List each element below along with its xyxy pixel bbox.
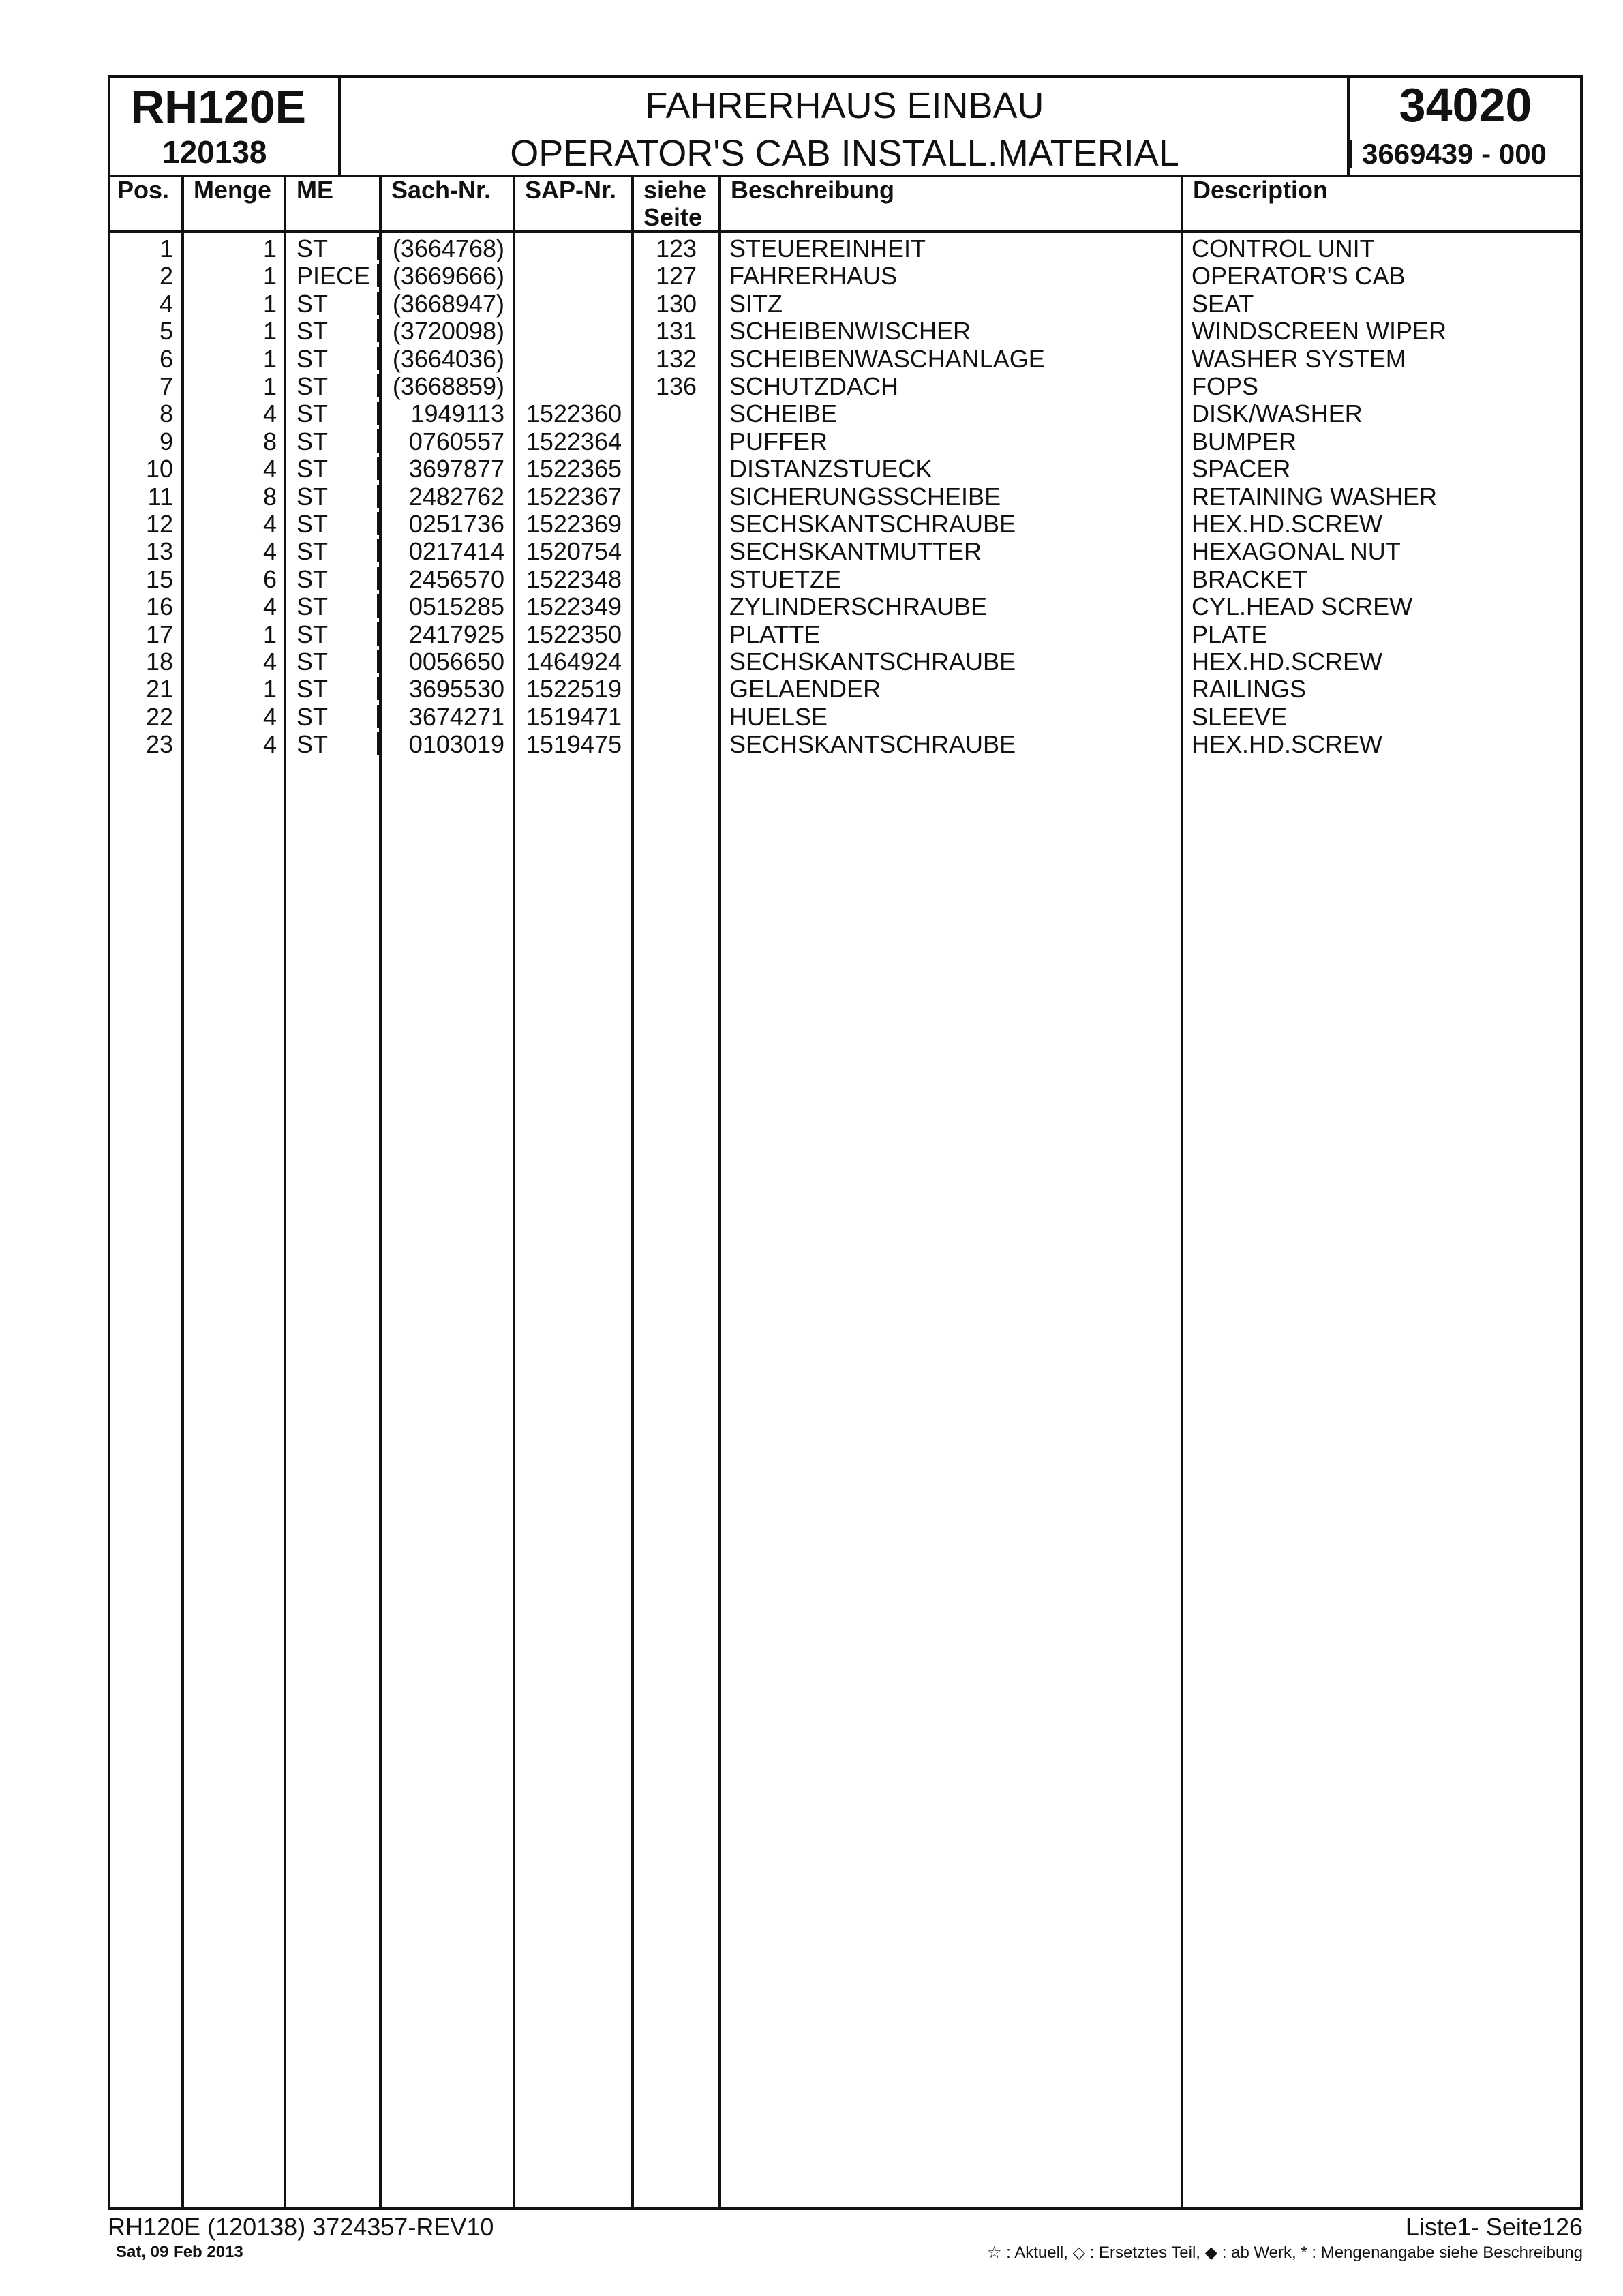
table-row [0,675,1623,702]
row-sap-number: 1522369 [526,510,622,538]
row-part-number: 0103019 [408,730,504,759]
table-row [0,290,1623,317]
row-description-english: RETAINING WASHER [1192,482,1438,511]
table-row [0,455,1623,482]
row-unit: ST [297,510,329,538]
row-marker [377,429,380,453]
row-unit: ST [297,289,329,318]
col-header-desc-en: Description [1193,176,1329,204]
row-see-page: 132 [655,344,697,373]
table-row [0,235,1623,262]
row-quantity: 4 [262,730,277,759]
row-description-english: SEAT [1192,289,1254,318]
row-part-number: (3669666) [392,262,504,290]
row-marker [377,732,380,755]
row-sap-number: 1464924 [526,648,622,676]
row-see-page: 127 [655,262,697,290]
table-row [0,262,1623,289]
row-unit: ST [297,564,329,593]
footer-date: Sat, 09 Feb 2013 [116,2243,243,2261]
col-header-sap-no: SAP-Nr. [525,176,617,204]
row-marker [377,594,380,618]
row-quantity: 8 [262,427,277,455]
row-unit: PIECE [297,262,371,290]
row-description-english: WASHER SYSTEM [1192,344,1406,373]
row-sap-number: 1519475 [526,730,622,759]
row-description-english: CYL.HEAD SCREW [1192,592,1413,621]
row-position: 9 [159,427,173,455]
row-sap-number: 1519471 [526,702,622,731]
row-part-number: (3664768) [392,235,504,262]
row-description-german: SECHSKANTMUTTER [729,537,982,566]
row-description-german: PUFFER [729,427,828,455]
row-marker [377,622,380,646]
row-position: 16 [145,592,173,621]
row-position: 22 [145,702,173,731]
row-description-german: GELAENDER [729,675,881,704]
row-description-english: RAILINGS [1192,675,1307,704]
row-marker [377,402,380,425]
row-position: 17 [145,620,173,648]
row-quantity: 4 [262,648,277,676]
row-sap-number: 1522350 [526,620,622,648]
row-description-german: SITZ [729,289,783,318]
row-position: 8 [159,399,173,428]
table-row [0,592,1623,620]
document-number: 3669439 - 000 [1362,138,1547,170]
serial-number: 120138 [162,134,267,170]
row-quantity: 1 [262,235,277,262]
row-part-number: 0217414 [408,537,504,566]
row-unit: ST [297,455,329,483]
row-marker [377,650,380,673]
row-quantity: 4 [262,399,277,428]
table-row [0,620,1623,648]
table-row [0,703,1623,730]
row-unit: ST [297,317,329,346]
row-marker [377,512,380,535]
row-unit: ST [297,399,329,428]
row-part-number: 2456570 [408,564,504,593]
row-description-german: SICHERUNGSSCHEIBE [729,482,1001,511]
row-unit: ST [297,235,329,262]
col-header-see-page-2: Seite [643,203,703,231]
row-description-german: SECHSKANTSCHRAUBE [729,648,1016,676]
col-header-desc-de: Beschreibung [731,176,895,204]
row-quantity: 1 [262,620,277,648]
table-row [0,565,1623,592]
row-unit: ST [297,537,329,566]
row-marker [377,292,380,315]
row-marker [377,705,380,728]
row-sap-number: 1520754 [526,537,622,566]
row-description-german: SCHEIBENWASCHANLAGE [729,344,1045,373]
row-sap-number: 1522349 [526,592,622,621]
row-position: 18 [145,648,173,676]
row-description-german: SECHSKANTSCHRAUBE [729,510,1016,538]
column-header-rule [108,230,1583,233]
row-see-page: 136 [655,372,697,400]
row-see-page: 123 [655,235,697,262]
row-unit: ST [297,344,329,373]
row-part-number: 0515285 [408,592,504,621]
row-quantity: 4 [262,455,277,483]
row-part-number: 3674271 [408,702,504,731]
row-marker [377,677,380,700]
row-position: 23 [145,730,173,759]
row-part-number: 1949113 [410,399,504,428]
row-part-number: (3664036) [392,344,504,373]
table-row [0,427,1623,455]
row-part-number: 0056650 [408,648,504,676]
table-row [0,372,1623,399]
row-position: 15 [145,564,173,593]
row-part-number: (3720098) [392,317,504,346]
row-marker [377,374,380,397]
table-row [0,537,1623,564]
document-number-marker [1350,140,1352,168]
model-name: RH120E [131,81,307,133]
row-quantity: 1 [262,372,277,400]
row-part-number: (3668947) [392,289,504,318]
row-quantity: 1 [262,675,277,704]
table-row [0,730,1623,757]
row-quantity: 4 [262,702,277,731]
row-quantity: 4 [262,510,277,538]
row-description-german: STEUEREINHEIT [729,235,926,262]
row-quantity: 6 [262,564,277,593]
row-quantity: 4 [262,537,277,566]
row-part-number: 3695530 [408,675,504,704]
row-quantity: 8 [262,482,277,511]
row-position: 1 [159,235,173,262]
row-description-english: BRACKET [1192,564,1308,593]
col-header-unit: ME [297,176,333,204]
row-description-english: OPERATOR'S CAB [1192,262,1406,290]
row-unit: ST [297,372,329,400]
row-description-english: CONTROL UNIT [1192,235,1375,262]
row-part-number: (3668859) [392,372,504,400]
row-description-english: FOPS [1192,372,1259,400]
row-description-german: ZYLINDERSCHRAUBE [729,592,988,621]
row-position: 10 [145,455,173,483]
row-marker [377,237,380,260]
row-unit: ST [297,675,329,704]
row-position: 6 [159,344,173,373]
footer-document-reference: RH120E (120138) 3724357-REV10 [108,2213,494,2241]
table-row [0,648,1623,675]
row-description-english: HEXAGONAL NUT [1192,537,1401,566]
table-row [0,483,1623,510]
row-part-number: 0251736 [408,510,504,538]
row-marker [377,319,380,342]
row-unit: ST [297,730,329,759]
row-sap-number: 1522360 [526,399,622,428]
table-row [0,510,1623,537]
row-marker [377,485,380,508]
row-part-number: 2417925 [408,620,504,648]
row-description-english: BUMPER [1192,427,1297,455]
row-part-number: 3697877 [408,455,504,483]
row-part-number: 0760557 [408,427,504,455]
row-position: 21 [145,675,173,704]
row-quantity: 1 [262,262,277,290]
row-description-german: SCHEIBE [729,399,838,428]
footer-page-reference: Liste1- Seite126 [1405,2213,1583,2241]
row-position: 13 [145,537,173,566]
row-sap-number: 1522365 [526,455,622,483]
col-header-qty: Menge [194,176,272,204]
group-number: 34020 [1399,78,1532,132]
row-description-english: DISK/WASHER [1192,399,1363,428]
row-unit: ST [297,482,329,511]
row-description-german: STUETZE [729,564,842,593]
table-row [0,317,1623,344]
row-description-english: SPACER [1192,455,1291,483]
row-position: 2 [159,262,173,290]
row-sap-number: 1522348 [526,564,622,593]
row-unit: ST [297,427,329,455]
row-description-english: HEX.HD.SCREW [1192,730,1383,759]
title-english: OPERATOR'S CAB INSTALL.MATERIAL [510,133,1179,174]
row-unit: ST [297,592,329,621]
title-german: FAHRERHAUS EINBAU [645,85,1044,126]
row-description-english: WINDSCREEN WIPER [1192,317,1447,346]
row-marker [377,539,380,562]
col-header-pos: Pos. [117,176,170,204]
row-description-english: PLATE [1192,620,1268,648]
row-position: 7 [159,372,173,400]
row-sap-number: 1522519 [526,675,622,704]
row-position: 12 [145,510,173,538]
row-position: 5 [159,317,173,346]
row-unit: ST [297,648,329,676]
row-description-english: SLEEVE [1192,702,1288,731]
row-unit: ST [297,620,329,648]
table-row [0,399,1623,427]
col-header-part-no: Sach-Nr. [391,176,491,204]
row-description-german: SCHEIBENWISCHER [729,317,971,346]
row-quantity: 1 [262,317,277,346]
row-description-german: SCHUTZDACH [729,372,898,400]
table-row [0,345,1623,372]
row-marker [377,457,380,480]
row-description-english: HEX.HD.SCREW [1192,648,1383,676]
row-description-german: DISTANZSTUECK [729,455,932,483]
row-marker [377,567,380,590]
row-marker [377,347,380,370]
row-description-german: PLATTE [729,620,821,648]
row-sap-number: 1522364 [526,427,622,455]
row-sap-number: 1522367 [526,482,622,511]
row-description-english: HEX.HD.SCREW [1192,510,1383,538]
col-header-see-page: siehe [643,176,707,204]
row-description-german: SECHSKANTSCHRAUBE [729,730,1016,759]
row-quantity: 1 [262,344,277,373]
footer-legend: ☆ : Aktuell, ◇ : Ersetztes Teil, ◆ : ab Werk, * : Mengenangabe siehe Beschreibung [987,2244,1583,2262]
row-see-page: 130 [655,289,697,318]
row-part-number: 2482762 [408,482,504,511]
row-description-german: HUELSE [729,702,828,731]
row-see-page: 131 [655,317,697,346]
row-unit: ST [297,702,329,731]
row-quantity: 1 [262,289,277,318]
row-description-german: FAHRERHAUS [729,262,898,290]
row-marker [377,264,380,287]
row-quantity: 4 [262,592,277,621]
row-position: 4 [159,289,173,318]
row-position: 11 [147,482,173,511]
